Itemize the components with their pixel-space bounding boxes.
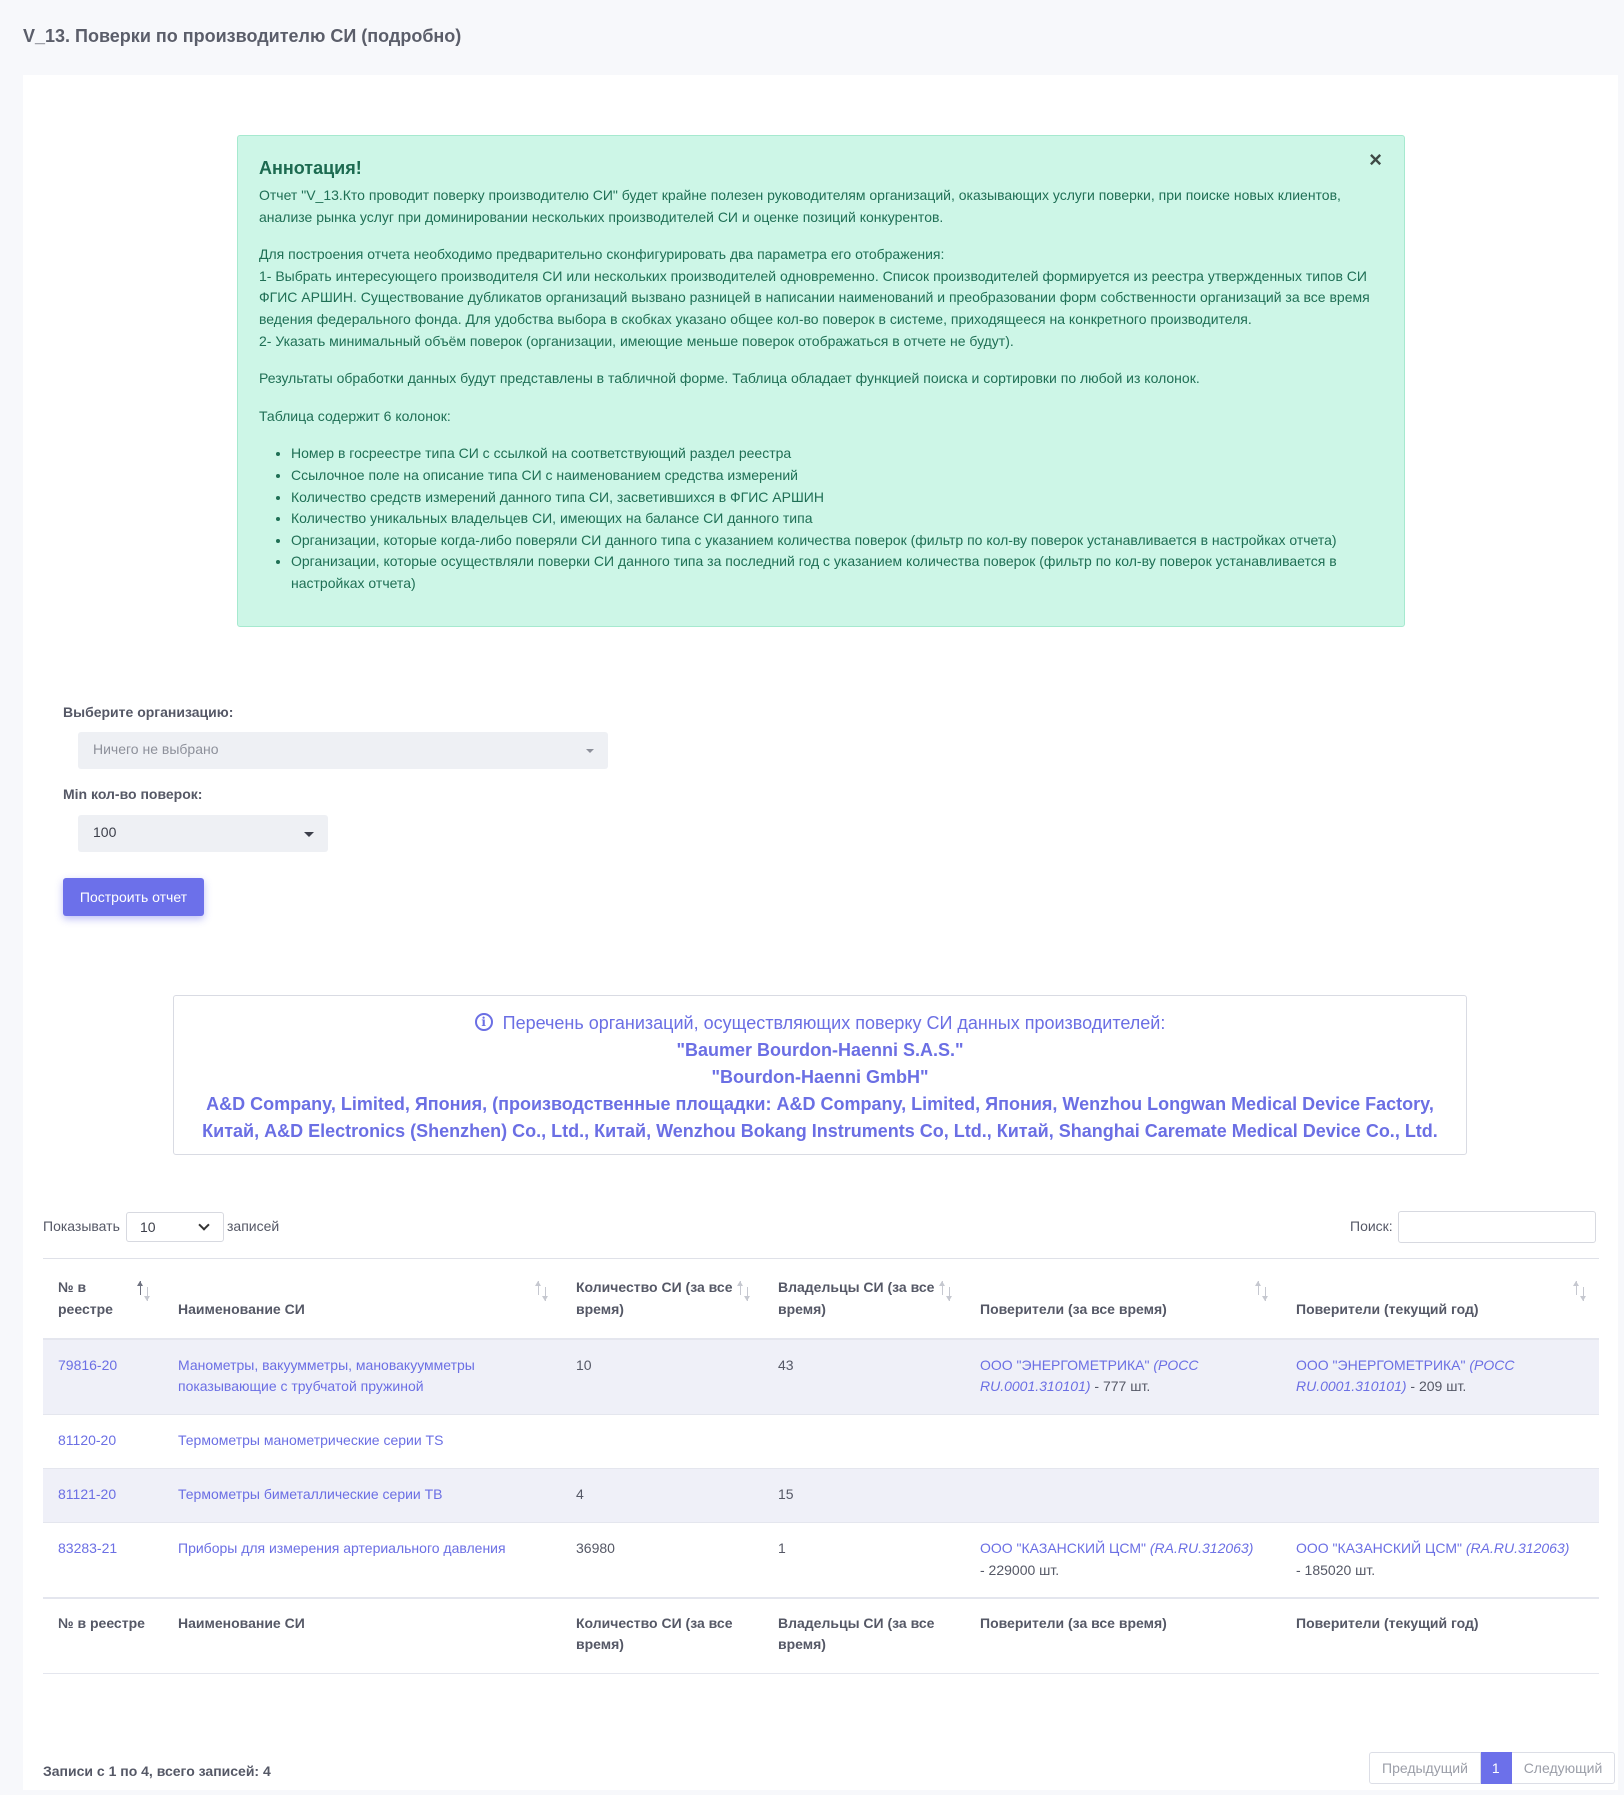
instrument-name-link[interactable]: Термометры биметаллические серии ТВ xyxy=(178,1486,443,1502)
registry-number-link[interactable]: 83283-21 xyxy=(58,1540,118,1556)
info-icon: i xyxy=(475,1013,493,1031)
entries-label: записей xyxy=(227,1218,280,1234)
caret-down-icon xyxy=(304,832,314,837)
list-item: • Ссылочное поле на описание типа СИ с наименованием средства измерений xyxy=(291,465,1382,487)
verifier-link[interactable]: ООО "КАЗАНСКИЙ ЦСМ" (RA.RU.312063) xyxy=(1296,1540,1570,1556)
column-header-count[interactable]: Количество СИ (за все время) xyxy=(561,1259,763,1339)
owners-count xyxy=(763,1415,965,1469)
owners-count: 15 xyxy=(763,1469,965,1523)
verification-qty: - 777 шт. xyxy=(1090,1378,1151,1395)
verifiers-all-cell xyxy=(965,1415,1281,1469)
search-input[interactable] xyxy=(1398,1211,1596,1243)
annotation-paragraph-1: Отчет "V_13.Кто проводит поверку производителю СИ" будет крайне полезен руководителям организаций, оказывающих услуги поверки, при поиске новых клиентов, анализе рынка услуг при доминировании нескольких производителей СИ и оценке позиций конкурентов. xyxy=(259,187,1341,225)
info-heading: Перечень организаций, осуществляющих поверку СИ данных производителей: xyxy=(502,1013,1166,1033)
chevron-down-icon xyxy=(198,1219,209,1230)
pagination xyxy=(1369,1752,1615,1784)
org-select[interactable] xyxy=(78,732,608,769)
footer-header-owners: Владельцы СИ (за все время) xyxy=(763,1598,965,1674)
instrument-name-link[interactable]: Манометры, вакуумметры, мановакуумметры показывающие с трубчатой пружиной xyxy=(178,1356,475,1395)
column-header-owners[interactable]: Владельцы СИ (за все время) xyxy=(763,1259,965,1339)
verifiers-all-cell xyxy=(965,1469,1281,1523)
table-row xyxy=(43,1523,1599,1598)
annotation-config-step-2: 2- Указать минимальный объём поверок (организации, имеющие меньше поверок отображаться в отчете не будут). xyxy=(259,332,1014,349)
org-select-placeholder: Ничего не выбрано xyxy=(93,741,219,757)
report-card xyxy=(23,75,1618,1790)
verifiers-current-cell xyxy=(1281,1469,1599,1523)
instrument-count: 4 xyxy=(561,1469,763,1523)
verifiers-current-cell xyxy=(1281,1415,1599,1469)
entries-length-value: 10 xyxy=(140,1219,156,1235)
next-page-button[interactable]: Следующий xyxy=(1512,1752,1616,1784)
page-1-button[interactable]: 1 xyxy=(1481,1752,1512,1784)
manufacturers-info-box xyxy=(173,995,1467,1155)
verifiers-table xyxy=(43,1258,1599,1674)
entries-length-select[interactable] xyxy=(126,1212,224,1242)
annotation-paragraph-4: Таблица содержит 6 колонок: xyxy=(259,407,451,424)
verification-qty: - 185020 шт. xyxy=(1296,1561,1376,1578)
instrument-name-link[interactable]: Приборы для измерения артериального давления xyxy=(178,1540,506,1556)
min-count-select[interactable] xyxy=(78,815,328,852)
verifier-link[interactable]: ООО "ЭНЕРГОМЕТРИКА" (РОСС RU.0001.310101) xyxy=(980,1356,1199,1395)
column-header-verifiers-all[interactable]: Поверители (за все время) xyxy=(965,1259,1281,1339)
annotation-config-line: Для построения отчета необходимо предварительно сконфигурировать два параметра его отображения: xyxy=(259,246,945,263)
manufacturer-name: A&D Company, Limited, Япония, (производственные площадки: A&D Company, Limited, Япония, Wenzhou Longwan Medical Device Factory, Китай, A&D Electronics (Shenzhen) Co., Ltd., Китай, Wenzhou Bokang Instruments Co, Ltd., Китай, Shanghai Caremate Medical Device Co., Ltd. xyxy=(202,1094,1438,1141)
caret-down-icon xyxy=(586,749,594,753)
show-entries-label: Показывать xyxy=(43,1218,120,1234)
info-heading-line xyxy=(174,1010,1466,1037)
annotation-title: Аннотация! xyxy=(259,158,362,178)
search-label: Поиск: xyxy=(1350,1218,1393,1234)
footer-header-count: Количество СИ (за все время) xyxy=(561,1598,763,1674)
table-info: Записи с 1 по 4, всего записей: 4 xyxy=(43,1763,271,1779)
footer-header-verifiers-current: Поверители (текущий год) xyxy=(1281,1598,1599,1674)
verifier-link[interactable]: ООО "ЭНЕРГОМЕТРИКА" (РОСС RU.0001.310101) xyxy=(1296,1356,1515,1395)
manufacturer-name: "Bourdon-Haenni GmbH" xyxy=(711,1067,929,1087)
instrument-count: 36980 xyxy=(561,1523,763,1598)
sort-icon xyxy=(1573,1281,1589,1301)
verification-qty: - 229000 шт. xyxy=(980,1561,1060,1578)
org-select-label: Выберите организацию: xyxy=(63,704,234,720)
list-item: • Организации, которые осуществляли поверки СИ данного типа за последний год с указанием количества поверок (фильтр по кол-ву поверок устанавливается в настройках отчета) xyxy=(291,551,1382,594)
min-count-label: Min кол-во поверок: xyxy=(63,786,203,802)
sort-icon xyxy=(535,1281,551,1301)
table-row xyxy=(43,1339,1599,1415)
instrument-count xyxy=(561,1415,763,1469)
min-count-value: 100 xyxy=(93,824,117,840)
footer-header-verifiers-all: Поверители (за все время) xyxy=(965,1598,1281,1674)
sort-asc-icon xyxy=(137,1281,153,1301)
column-header-verifiers-current[interactable]: Поверители (текущий год) xyxy=(1281,1259,1599,1339)
registry-number-link[interactable]: 81121-20 xyxy=(58,1486,117,1502)
footer-header-name: Наименование СИ xyxy=(163,1598,561,1674)
verifier-link[interactable]: ООО "КАЗАНСКИЙ ЦСМ" (RA.RU.312063) xyxy=(980,1540,1254,1556)
table-row xyxy=(43,1415,1599,1469)
registry-number-link[interactable]: 79816-20 xyxy=(58,1356,118,1373)
column-header-reg[interactable]: № в реестре xyxy=(43,1259,163,1339)
annotation-alert xyxy=(237,135,1405,627)
annotation-paragraph-3: Результаты обработки данных будут представлены в табличной форме. Таблица обладает функцией поиска и сортировки по любой из колонок. xyxy=(259,370,1200,387)
owners-count: 43 xyxy=(763,1339,965,1415)
list-item: • Количество средств измерений данного типа СИ, засветившихся в ФГИС АРШИН xyxy=(291,487,1382,509)
column-header-name[interactable]: Наименование СИ xyxy=(163,1259,561,1339)
sort-icon xyxy=(939,1281,955,1301)
previous-page-button[interactable]: Предыдущий xyxy=(1369,1752,1481,1784)
table-row xyxy=(43,1469,1599,1523)
list-item: • Количество уникальных владельцев СИ, имеющих на балансе СИ данного типа xyxy=(291,508,1382,530)
annotation-config-step-1: 1- Выбрать интересующего производителя СИ или нескольких производителей одновременно. Список производителей формируется из реестра утвержденных типов СИ ФГИС АРШИН. Существование дубликатов организаций вызвано разницей в написании наименований и преобразовании форм собственности организаций за все время ведения федерального фонда. Для удобства выбора в скобках указано общее кол-во поверок в системе, приходящееся на конкретного производителя. xyxy=(259,267,1370,327)
annotation-columns-list xyxy=(259,443,1382,594)
footer-header-reg: № в реестре xyxy=(43,1598,163,1674)
sort-icon xyxy=(1255,1281,1271,1301)
list-item: • Номер в госреестре типа СИ с ссылкой на соответствующий раздел реестра xyxy=(291,443,1382,465)
owners-count: 1 xyxy=(763,1523,965,1598)
close-icon[interactable]: × xyxy=(1369,147,1382,172)
verification-qty: - 209 шт. xyxy=(1406,1378,1467,1395)
page-title: V_13. Поверки по производителю СИ (подробно) xyxy=(23,26,462,46)
registry-number-link[interactable]: 81120-20 xyxy=(58,1432,117,1448)
instrument-name-link[interactable]: Термометры манометрические серии TS xyxy=(178,1432,444,1448)
manufacturer-name: "Baumer Bourdon-Haenni S.A.S." xyxy=(676,1040,964,1060)
sort-icon xyxy=(737,1281,753,1301)
annotation-paragraph-2 xyxy=(259,244,1382,352)
list-item: • Организации, которые когда-либо поверяли СИ данного типа с указанием количества поверок (фильтр по кол-ву поверок устанавливается в настройках отчета) xyxy=(291,530,1382,552)
instrument-count: 10 xyxy=(561,1339,763,1415)
build-report-button[interactable]: Построить отчет xyxy=(63,878,204,916)
